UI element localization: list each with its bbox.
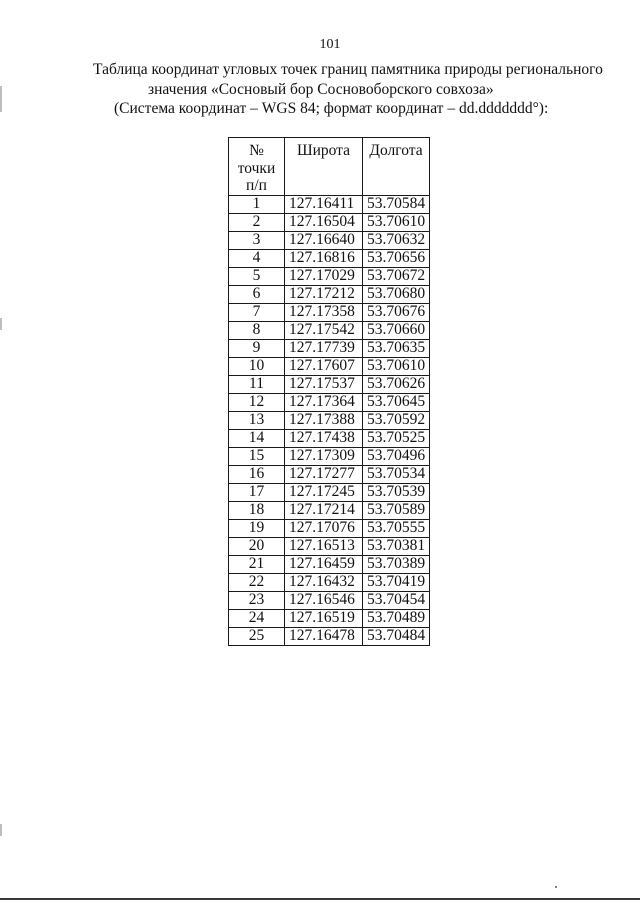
table-row xyxy=(229,213,430,231)
longitude-cell: 53.70389 xyxy=(363,555,430,573)
latitude-cell: 127.17358 xyxy=(285,303,363,321)
latitude-cell: 127.16546 xyxy=(285,591,363,609)
header-longitude: Долгота xyxy=(363,138,430,196)
latitude-cell: 127.17438 xyxy=(285,429,363,447)
row-number-cell: 15 xyxy=(229,447,285,465)
header-pp-abbrev: п/п xyxy=(246,177,267,194)
table-row xyxy=(229,609,430,627)
row-number-cell: 6 xyxy=(229,285,285,303)
longitude-cell: 53.70592 xyxy=(363,411,430,429)
scan-edge-mark xyxy=(0,824,2,836)
latitude-cell: 127.16519 xyxy=(285,609,363,627)
page-number: 101 xyxy=(319,37,341,52)
latitude-cell: 127.16513 xyxy=(285,537,363,555)
row-number-cell: 25 xyxy=(229,627,285,645)
longitude-cell: 53.70539 xyxy=(363,483,430,501)
table-row xyxy=(229,411,430,429)
row-number-cell: 11 xyxy=(229,375,285,393)
header-points-word: точки xyxy=(237,159,276,177)
title-line-3: (Система координат – WGS 84; формат координат – dd.ddddddd°): xyxy=(114,100,549,117)
header-number-sign: № xyxy=(249,142,264,159)
latitude-cell: 127.16432 xyxy=(285,573,363,591)
table-row xyxy=(229,555,430,573)
longitude-cell: 53.70680 xyxy=(363,285,430,303)
longitude-cell: 53.70489 xyxy=(363,609,430,627)
longitude-cell: 53.70584 xyxy=(363,195,430,213)
row-number-cell: 3 xyxy=(229,231,285,249)
header-point-number xyxy=(229,138,285,196)
latitude-cell: 127.17537 xyxy=(285,375,363,393)
table-row xyxy=(229,501,430,519)
row-number-cell: 19 xyxy=(229,519,285,537)
header-row xyxy=(229,138,430,196)
row-number-cell: 12 xyxy=(229,393,285,411)
table-row xyxy=(229,357,430,375)
longitude-cell: 53.70484 xyxy=(363,627,430,645)
longitude-cell: 53.70589 xyxy=(363,501,430,519)
longitude-cell: 53.70610 xyxy=(363,357,430,375)
row-number-cell: 1 xyxy=(229,195,285,213)
header-latitude: Широта xyxy=(285,138,363,196)
longitude-cell: 53.70635 xyxy=(363,339,430,357)
latitude-cell: 127.17277 xyxy=(285,465,363,483)
table-row xyxy=(229,483,430,501)
longitude-cell: 53.70672 xyxy=(363,267,430,285)
table-row xyxy=(229,429,430,447)
row-number-cell: 24 xyxy=(229,609,285,627)
table-row xyxy=(229,195,430,213)
row-number-cell: 22 xyxy=(229,573,285,591)
table-body xyxy=(229,195,430,645)
row-number-cell: 13 xyxy=(229,411,285,429)
table-row xyxy=(229,537,430,555)
row-number-cell: 21 xyxy=(229,555,285,573)
latitude-cell: 127.16640 xyxy=(285,231,363,249)
longitude-cell: 53.70496 xyxy=(363,447,430,465)
table-row xyxy=(229,627,430,645)
longitude-cell: 53.70525 xyxy=(363,429,430,447)
row-number-cell: 17 xyxy=(229,483,285,501)
longitude-cell: 53.70676 xyxy=(363,303,430,321)
latitude-cell: 127.16478 xyxy=(285,627,363,645)
longitude-cell: 53.70419 xyxy=(363,573,430,591)
table-row xyxy=(229,375,430,393)
table-header xyxy=(229,138,430,196)
scan-edge-mark xyxy=(0,86,2,112)
table-row xyxy=(229,447,430,465)
row-number-cell: 14 xyxy=(229,429,285,447)
row-number-cell: 7 xyxy=(229,303,285,321)
table-row xyxy=(229,285,430,303)
longitude-cell: 53.70632 xyxy=(363,231,430,249)
latitude-cell: 127.17309 xyxy=(285,447,363,465)
longitude-cell: 53.70534 xyxy=(363,465,430,483)
title-line-1: Таблица координат угловых точек границ памятника природы регионального xyxy=(93,61,603,78)
latitude-cell: 127.17212 xyxy=(285,285,363,303)
latitude-cell: 127.17388 xyxy=(285,411,363,429)
table-row xyxy=(229,573,430,591)
table-row xyxy=(229,267,430,285)
row-number-cell: 5 xyxy=(229,267,285,285)
scan-edge-bottom-line xyxy=(0,898,640,900)
latitude-cell: 127.17739 xyxy=(285,339,363,357)
scan-speck xyxy=(555,886,557,888)
row-number-cell: 4 xyxy=(229,249,285,267)
row-number-cell: 20 xyxy=(229,537,285,555)
latitude-cell: 127.17542 xyxy=(285,321,363,339)
row-number-cell: 2 xyxy=(229,213,285,231)
latitude-cell: 127.17029 xyxy=(285,267,363,285)
table-row xyxy=(229,393,430,411)
latitude-cell: 127.17607 xyxy=(285,357,363,375)
row-number-cell: 8 xyxy=(229,321,285,339)
table-row xyxy=(229,249,430,267)
row-number-cell: 23 xyxy=(229,591,285,609)
coordinates-table xyxy=(228,137,430,646)
table-row xyxy=(229,303,430,321)
latitude-cell: 127.17076 xyxy=(285,519,363,537)
longitude-cell: 53.70610 xyxy=(363,213,430,231)
longitude-cell: 53.70626 xyxy=(363,375,430,393)
longitude-cell: 53.70555 xyxy=(363,519,430,537)
longitude-cell: 53.70656 xyxy=(363,249,430,267)
row-number-cell: 10 xyxy=(229,357,285,375)
table-row xyxy=(229,321,430,339)
table-row xyxy=(229,339,430,357)
row-number-cell: 16 xyxy=(229,465,285,483)
longitude-cell: 53.70645 xyxy=(363,393,430,411)
row-number-cell: 18 xyxy=(229,501,285,519)
latitude-cell: 127.16411 xyxy=(285,195,363,213)
scan-edge-mark xyxy=(0,318,2,330)
latitude-cell: 127.17364 xyxy=(285,393,363,411)
latitude-cell: 127.16504 xyxy=(285,213,363,231)
latitude-cell: 127.16459 xyxy=(285,555,363,573)
latitude-cell: 127.16816 xyxy=(285,249,363,267)
longitude-cell: 53.70660 xyxy=(363,321,430,339)
longitude-cell: 53.70454 xyxy=(363,591,430,609)
latitude-cell: 127.17214 xyxy=(285,501,363,519)
longitude-cell: 53.70381 xyxy=(363,537,430,555)
title-line-2: значения «Сосновый бор Сосновоборского совхоза» xyxy=(148,81,494,98)
table-row xyxy=(229,519,430,537)
row-number-cell: 9 xyxy=(229,339,285,357)
table-row xyxy=(229,591,430,609)
table-row xyxy=(229,231,430,249)
table-row xyxy=(229,465,430,483)
latitude-cell: 127.17245 xyxy=(285,483,363,501)
